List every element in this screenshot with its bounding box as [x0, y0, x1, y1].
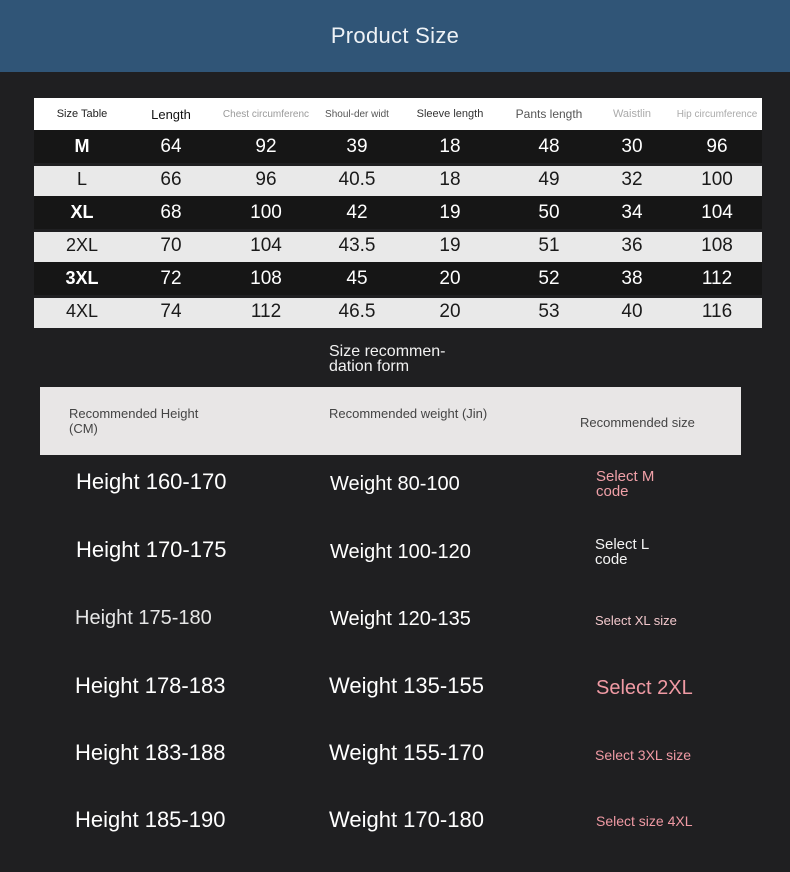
table-cell: 20 [394, 295, 506, 328]
table-cell: 96 [212, 163, 320, 196]
table-cell: 32 [592, 163, 672, 196]
recommended-size: Select L code [595, 536, 649, 568]
table-cell: 18 [439, 135, 461, 157]
table-cell: 104 [701, 201, 733, 223]
table-cell: 50 [538, 201, 560, 223]
size-table [34, 98, 762, 328]
table-cell: 66 [130, 163, 212, 196]
weight-range: Weight 135-155 [329, 673, 484, 698]
table-cell: 40.5 [320, 163, 394, 196]
table-cell: 39 [346, 135, 368, 157]
table-cell-size: M [74, 136, 90, 156]
recommendation-row [0, 468, 790, 508]
table-cell: 51 [506, 229, 592, 262]
recommendation-row [0, 604, 790, 644]
weight-range: Weight 120-135 [330, 608, 471, 630]
table-cell: 48 [538, 135, 560, 157]
table-row [34, 262, 762, 295]
recommendation-row [0, 806, 790, 846]
table-cell-size: L [34, 163, 130, 196]
column-header-length: Length [151, 106, 191, 122]
weight-range: Weight 155-170 [329, 740, 484, 765]
recommended-size: Select M code [596, 468, 655, 500]
recommendation-row [0, 672, 790, 712]
column-header-size: Size Table [56, 108, 108, 120]
column-header-waist: Waistlin [612, 108, 652, 120]
recommended-size: Select XL size [595, 613, 677, 628]
table-cell: 116 [672, 295, 762, 328]
recommendation-row [0, 739, 790, 779]
table-cell: 34 [621, 201, 643, 223]
recommendation-row [0, 536, 790, 576]
table-cell: 45 [346, 267, 368, 289]
table-row [34, 196, 762, 229]
table-cell: 30 [621, 135, 643, 157]
table-cell: 112 [701, 267, 733, 289]
table-cell: 20 [439, 267, 461, 289]
table-cell: 68 [160, 201, 182, 223]
weight-range: Weight 100-120 [330, 541, 471, 563]
table-cell: 19 [394, 229, 506, 262]
table-cell: 46.5 [320, 295, 394, 328]
table-cell-size: 3XL [65, 268, 99, 288]
table-cell: 70 [130, 229, 212, 262]
column-header-chest: Chest circumferenc [222, 108, 310, 120]
table-row [34, 295, 762, 328]
table-cell: 52 [538, 267, 560, 289]
weight-range: Weight 170-180 [329, 807, 484, 832]
table-cell: 100 [250, 201, 282, 223]
table-cell: 42 [346, 201, 368, 223]
recommended-size: Select 3XL size [595, 747, 691, 763]
column-header-hip: Hip circumference [676, 108, 758, 120]
column-header-shoulder: Shoul-der widt [325, 108, 389, 120]
table-cell: 74 [130, 295, 212, 328]
table-cell: 108 [250, 267, 282, 289]
column-header-sleeve: Sleeve length [416, 108, 484, 120]
table-cell-size: 4XL [34, 295, 130, 328]
recommended-size: Select 2XL [596, 677, 693, 699]
weight-range: Weight 80-100 [330, 473, 460, 495]
table-cell: 53 [506, 295, 592, 328]
header-recommended-height: Recommended Height (CM) [69, 406, 199, 436]
table-cell: 19 [439, 201, 461, 223]
height-range: Height 185-190 [75, 807, 226, 832]
table-cell: 96 [706, 135, 728, 157]
height-range: Height 160-170 [76, 469, 227, 494]
header-recommended-weight: Recommended weight (Jin) [329, 406, 488, 421]
table-cell: 40 [592, 295, 672, 328]
table-cell: 18 [394, 163, 506, 196]
table-cell: 38 [621, 267, 643, 289]
column-header-pants: Pants length [515, 107, 583, 121]
table-row [34, 163, 762, 196]
page-header [0, 0, 790, 72]
size-table-header [34, 98, 762, 130]
height-range: Height 170-175 [76, 537, 227, 562]
table-cell: 36 [592, 229, 672, 262]
table-row [34, 229, 762, 262]
table-cell-size: 2XL [34, 229, 130, 262]
recommendation-title: Size recommen-dation form [329, 343, 446, 375]
recommended-size: Select size 4XL [596, 813, 693, 829]
height-range: Height 178-183 [75, 673, 226, 698]
table-cell: 104 [212, 229, 320, 262]
table-cell: 108 [672, 229, 762, 262]
table-cell: 43.5 [320, 229, 394, 262]
height-range: Height 183-188 [75, 740, 226, 765]
table-cell: 72 [160, 267, 182, 289]
table-row [34, 130, 762, 163]
table-cell: 49 [506, 163, 592, 196]
recommendation-header [40, 387, 741, 455]
table-cell: 100 [672, 163, 762, 196]
table-cell: 64 [160, 135, 182, 157]
header-recommended-size: Recommended size [580, 415, 695, 430]
table-cell-size: XL [70, 202, 94, 222]
height-range: Height 175-180 [75, 607, 212, 629]
table-cell: 92 [255, 135, 277, 157]
page-title: Product Size [330, 23, 460, 48]
table-cell: 112 [212, 295, 320, 328]
